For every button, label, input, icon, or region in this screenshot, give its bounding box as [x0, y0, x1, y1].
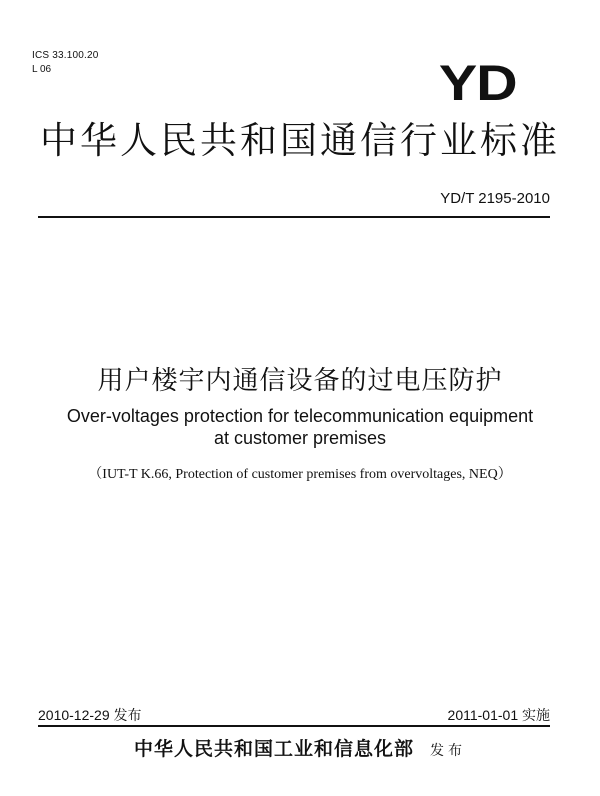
- document-title-chinese: 用户楼宇内通信设备的过电压防护: [97, 366, 503, 396]
- issuer-line: [0, 734, 600, 761]
- footer-divider: [38, 725, 550, 727]
- yd-logo: YD: [438, 55, 516, 111]
- issue-label: 发布: [430, 743, 466, 759]
- standard-number: YD/T 2195-2010: [440, 190, 550, 207]
- classification-code: L 06: [32, 64, 52, 75]
- issuer-name: 中华人民共和国工业和信息化部: [133, 738, 414, 760]
- document-title-english-line2: at customer premises: [213, 428, 387, 448]
- document-title-english-line1: Over-voltages protection for telecommunication equipment: [66, 406, 534, 426]
- standard-title: 中华人民共和国通信行业标准: [40, 119, 560, 162]
- implementation-date: 2011-01-01 实施: [447, 707, 550, 723]
- header-divider: [38, 216, 550, 218]
- equivalence-note: （IUT-T K.66, Protection of customer premises from overvoltages, NEQ）: [88, 467, 512, 482]
- issue-date: 2010-12-29 发布: [38, 707, 142, 723]
- ics-code: ICS 33.100.20: [32, 50, 99, 61]
